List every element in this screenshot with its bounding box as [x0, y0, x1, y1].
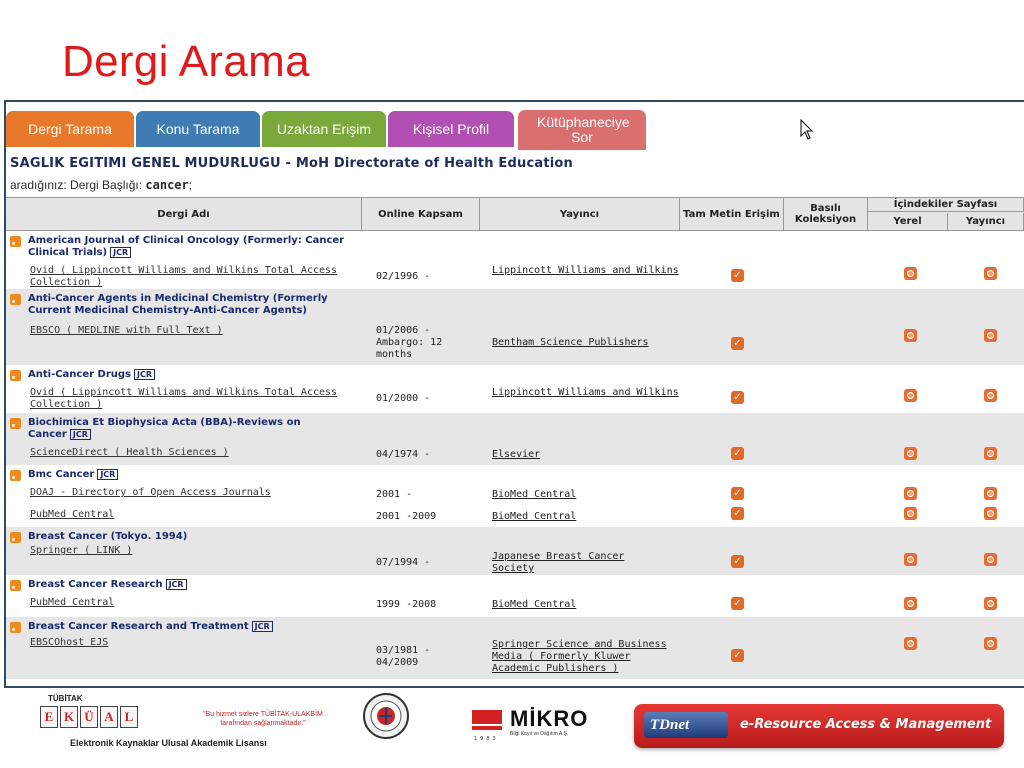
tdnet-banner[interactable] — [634, 704, 1004, 748]
coverage: 03/1981 - 04/2009 — [376, 645, 431, 668]
search-summary-suffix: ; — [188, 178, 193, 192]
mikro-subtitle: Bilgi Kayıt ve Dağıtım A.Ş. — [510, 731, 569, 737]
toc-publisher-icon[interactable] — [984, 553, 997, 566]
table-row — [6, 465, 1024, 527]
toc-local-icon[interactable] — [904, 597, 917, 610]
provider-link[interactable]: PubMed Central — [30, 597, 115, 608]
table-row — [6, 231, 1024, 289]
journal-title-text: Bmc Cancer — [28, 469, 95, 480]
fulltext-check-icon[interactable]: ✓ — [731, 269, 744, 282]
coverage: 04/1974 - — [376, 449, 431, 460]
fulltext-check-icon[interactable]: ✓ — [731, 337, 744, 350]
rss-icon[interactable] — [10, 370, 21, 381]
publisher-link[interactable]: Lippincott Williams and Wilkins — [492, 387, 679, 398]
provider-link[interactable]: Ovid ( Lippincott Williams and Wilkins Total Access Collection ) — [30, 387, 338, 410]
toc-local-icon[interactable] — [904, 637, 917, 650]
toc-publisher-icon[interactable] — [984, 507, 997, 520]
toc-publisher-icon[interactable] — [984, 267, 997, 280]
fulltext-check-icon[interactable]: ✓ — [731, 555, 744, 568]
journal-title[interactable]: Breast Cancer (Tokyo. 1994) — [28, 531, 188, 542]
table-row — [6, 289, 1024, 365]
ekual-name: Elektronik Kaynaklar Ulusal Akademik Lisansı — [70, 738, 267, 748]
provider-link[interactable]: Ovid ( Lippincott Williams and Wilkins Total Access Collection ) — [30, 265, 338, 288]
journal-title-text: Anti-Cancer Drugs — [28, 369, 132, 380]
ekual-quote: "Bu hizmet sizlere TÜBİTAK-ULAKBİM tarafından sağlanmaktadır." — [203, 711, 323, 727]
coverage: 01/2006 - Ambargo: 12 months — [376, 325, 443, 360]
mikro-logo — [472, 706, 622, 746]
journal-title[interactable] — [28, 369, 373, 381]
rss-icon[interactable] — [10, 580, 21, 591]
jcr-badge[interactable]: JCR — [252, 621, 273, 632]
mikro-bar — [472, 710, 502, 724]
toc-publisher-icon[interactable] — [984, 597, 997, 610]
toc-local-icon[interactable] — [904, 487, 917, 500]
fulltext-check-icon[interactable]: ✓ — [731, 391, 744, 404]
jcr-badge[interactable]: JCR — [134, 369, 155, 380]
toc-local-icon[interactable] — [904, 267, 917, 280]
header-fulltext: Tam Metin Erişim — [680, 198, 784, 230]
journal-title-text: American Journal of Clinical Oncology (Formerly: Cancer Clinical Trials) — [28, 235, 345, 258]
mikro-bar — [472, 726, 502, 730]
toc-local-icon[interactable] — [904, 447, 917, 460]
table-row — [6, 527, 1024, 575]
jcr-badge[interactable]: JCR — [166, 579, 187, 590]
screenshot-frame — [4, 100, 1024, 688]
toc-publisher-icon[interactable] — [984, 329, 997, 342]
journal-title[interactable] — [28, 469, 373, 481]
tab-bar — [6, 102, 1024, 152]
journal-title[interactable]: Anti-Cancer Agents in Medicinal Chemistry (Formerly Current Medicinal Chemistry-Anti-Cancer Agents) — [28, 293, 328, 316]
rss-icon[interactable] — [10, 470, 21, 481]
provider-link[interactable]: EBSCOhost EJS — [30, 637, 109, 648]
ekual-letter: A — [100, 706, 118, 728]
ekual-letter: Ü — [80, 706, 98, 728]
table-row — [6, 365, 1024, 413]
ekual-logo — [40, 694, 340, 754]
publisher-link[interactable]: Japanese Breast Cancer Society — [492, 551, 625, 574]
ministry-seal-icon — [362, 692, 410, 740]
toc-publisher-icon[interactable] — [984, 637, 997, 650]
header-toc-local: Yerel — [868, 213, 948, 230]
rss-icon[interactable] — [10, 236, 21, 247]
publisher-link[interactable]: Elsevier — [492, 449, 541, 460]
toc-local-icon[interactable] — [904, 507, 917, 520]
fulltext-check-icon[interactable]: ✓ — [731, 447, 744, 460]
header-print-collection: Basılı Koleksiyon — [784, 198, 868, 230]
rss-icon[interactable] — [10, 294, 21, 305]
tab-kisisel-profil[interactable]: Kişisel Profil — [388, 111, 514, 147]
mouse-cursor-icon — [800, 119, 814, 141]
rss-icon[interactable] — [10, 532, 21, 543]
rss-icon[interactable] — [10, 622, 21, 633]
fulltext-check-icon[interactable]: ✓ — [731, 487, 744, 500]
ekual-letter: L — [120, 706, 138, 728]
results-table — [6, 197, 1024, 674]
header-toc: İçindekiler Sayfası — [868, 198, 1024, 212]
jcr-badge[interactable]: JCR — [70, 429, 91, 440]
mikro-name: MİKRO — [510, 706, 589, 731]
table-header — [6, 197, 1024, 231]
coverage: 01/2000 - — [376, 393, 431, 404]
partner-logos — [0, 690, 1024, 768]
tab-kutuphaneciye-sor-label: Kütüphaneciye Sor — [537, 114, 630, 145]
tab-dergi-tarama[interactable]: Dergi Tarama — [6, 111, 134, 147]
toc-publisher-icon[interactable] — [984, 447, 997, 460]
provider-link[interactable]: Springer ( LINK ) — [30, 545, 133, 556]
header-toc-publisher: Yayıncı — [948, 213, 1024, 230]
header-coverage[interactable]: Online Kapsam — [362, 198, 480, 230]
toc-publisher-icon[interactable] — [984, 389, 997, 402]
journal-title-text: Breast Cancer Research and Treatment — [28, 621, 249, 632]
publisher-link[interactable]: Bentham Science Publishers — [492, 337, 649, 348]
coverage: 1999 -2008 — [376, 599, 437, 610]
table-row — [6, 575, 1024, 617]
organization-title: SAGLIK EGITIMI GENEL MUDURLUGU - MoH Directorate of Health Education — [10, 156, 573, 171]
provider-link[interactable]: PubMed Central — [30, 509, 115, 520]
ekual-letter: E — [40, 706, 58, 728]
journal-title-text: Biochimica Et Biophysica Acta (BBA)-Reviews on Cancer — [28, 417, 301, 440]
provider-link[interactable]: DOAJ - Directory of Open Access Journals — [30, 487, 271, 498]
coverage: 02/1996 - — [376, 271, 431, 282]
search-summary-prefix: aradığınız: Dergi Başlığı: — [10, 178, 146, 192]
publisher-link[interactable]: BioMed Central — [492, 511, 577, 522]
provider-link[interactable]: ScienceDirect ( Health Sciences ) — [30, 447, 229, 458]
header-publisher[interactable]: Yayıncı — [480, 198, 680, 230]
tdnet-slogan: e-Resource Access & Management — [740, 717, 992, 732]
jcr-badge[interactable]: JCR — [97, 469, 118, 480]
fulltext-check-icon[interactable]: ✓ — [731, 597, 744, 610]
ekual-letter: K — [60, 706, 78, 728]
table-row — [6, 413, 1024, 465]
journal-title[interactable] — [28, 621, 373, 633]
toc-local-icon[interactable] — [904, 329, 917, 342]
journal-title-text: Breast Cancer Research — [28, 579, 163, 590]
provider-link[interactable]: EBSCO ( MEDLINE with Full Text ) — [30, 325, 223, 336]
search-term: cancer — [145, 178, 189, 192]
journal-title[interactable] — [28, 417, 328, 441]
toc-local-icon[interactable] — [904, 389, 917, 402]
slide-title: Dergi Arama — [62, 37, 310, 86]
toc-publisher-icon[interactable] — [984, 487, 997, 500]
tab-kutuphaneciye-sor[interactable] — [518, 110, 646, 150]
mikro-year: 1983 — [474, 736, 499, 742]
journal-title[interactable] — [28, 235, 373, 259]
fulltext-check-icon[interactable]: ✓ — [731, 507, 744, 520]
rss-icon[interactable] — [10, 418, 21, 429]
header-title[interactable]: Dergi Adı — [6, 198, 362, 230]
search-summary — [10, 178, 192, 192]
coverage: 07/1994 - — [376, 557, 431, 568]
tab-konu-tarama[interactable]: Konu Tarama — [136, 111, 260, 147]
jcr-badge[interactable]: JCR — [110, 247, 131, 258]
ekual-letters — [40, 706, 140, 728]
publisher-link[interactable]: Lippincott Williams and Wilkins — [492, 265, 679, 276]
tdnet-logo: TDnet — [644, 712, 728, 738]
publisher-link[interactable]: BioMed Central — [492, 599, 577, 610]
publisher-link[interactable]: Springer Science and Business Media ( Formerly Kluwer Academic Publishers ) — [492, 639, 667, 674]
tubitak-label: TÜBİTAK — [48, 694, 83, 703]
journal-title[interactable] — [28, 579, 373, 591]
toc-local-icon[interactable] — [904, 553, 917, 566]
publisher-link[interactable]: BioMed Central — [492, 489, 577, 500]
coverage: 2001 -2009 — [376, 511, 437, 522]
fulltext-check-icon[interactable]: ✓ — [731, 649, 744, 662]
coverage: 2001 - — [376, 489, 413, 500]
tab-uzaktan-erisim[interactable]: Uzaktan Erişim — [262, 111, 386, 147]
table-row — [6, 617, 1024, 679]
